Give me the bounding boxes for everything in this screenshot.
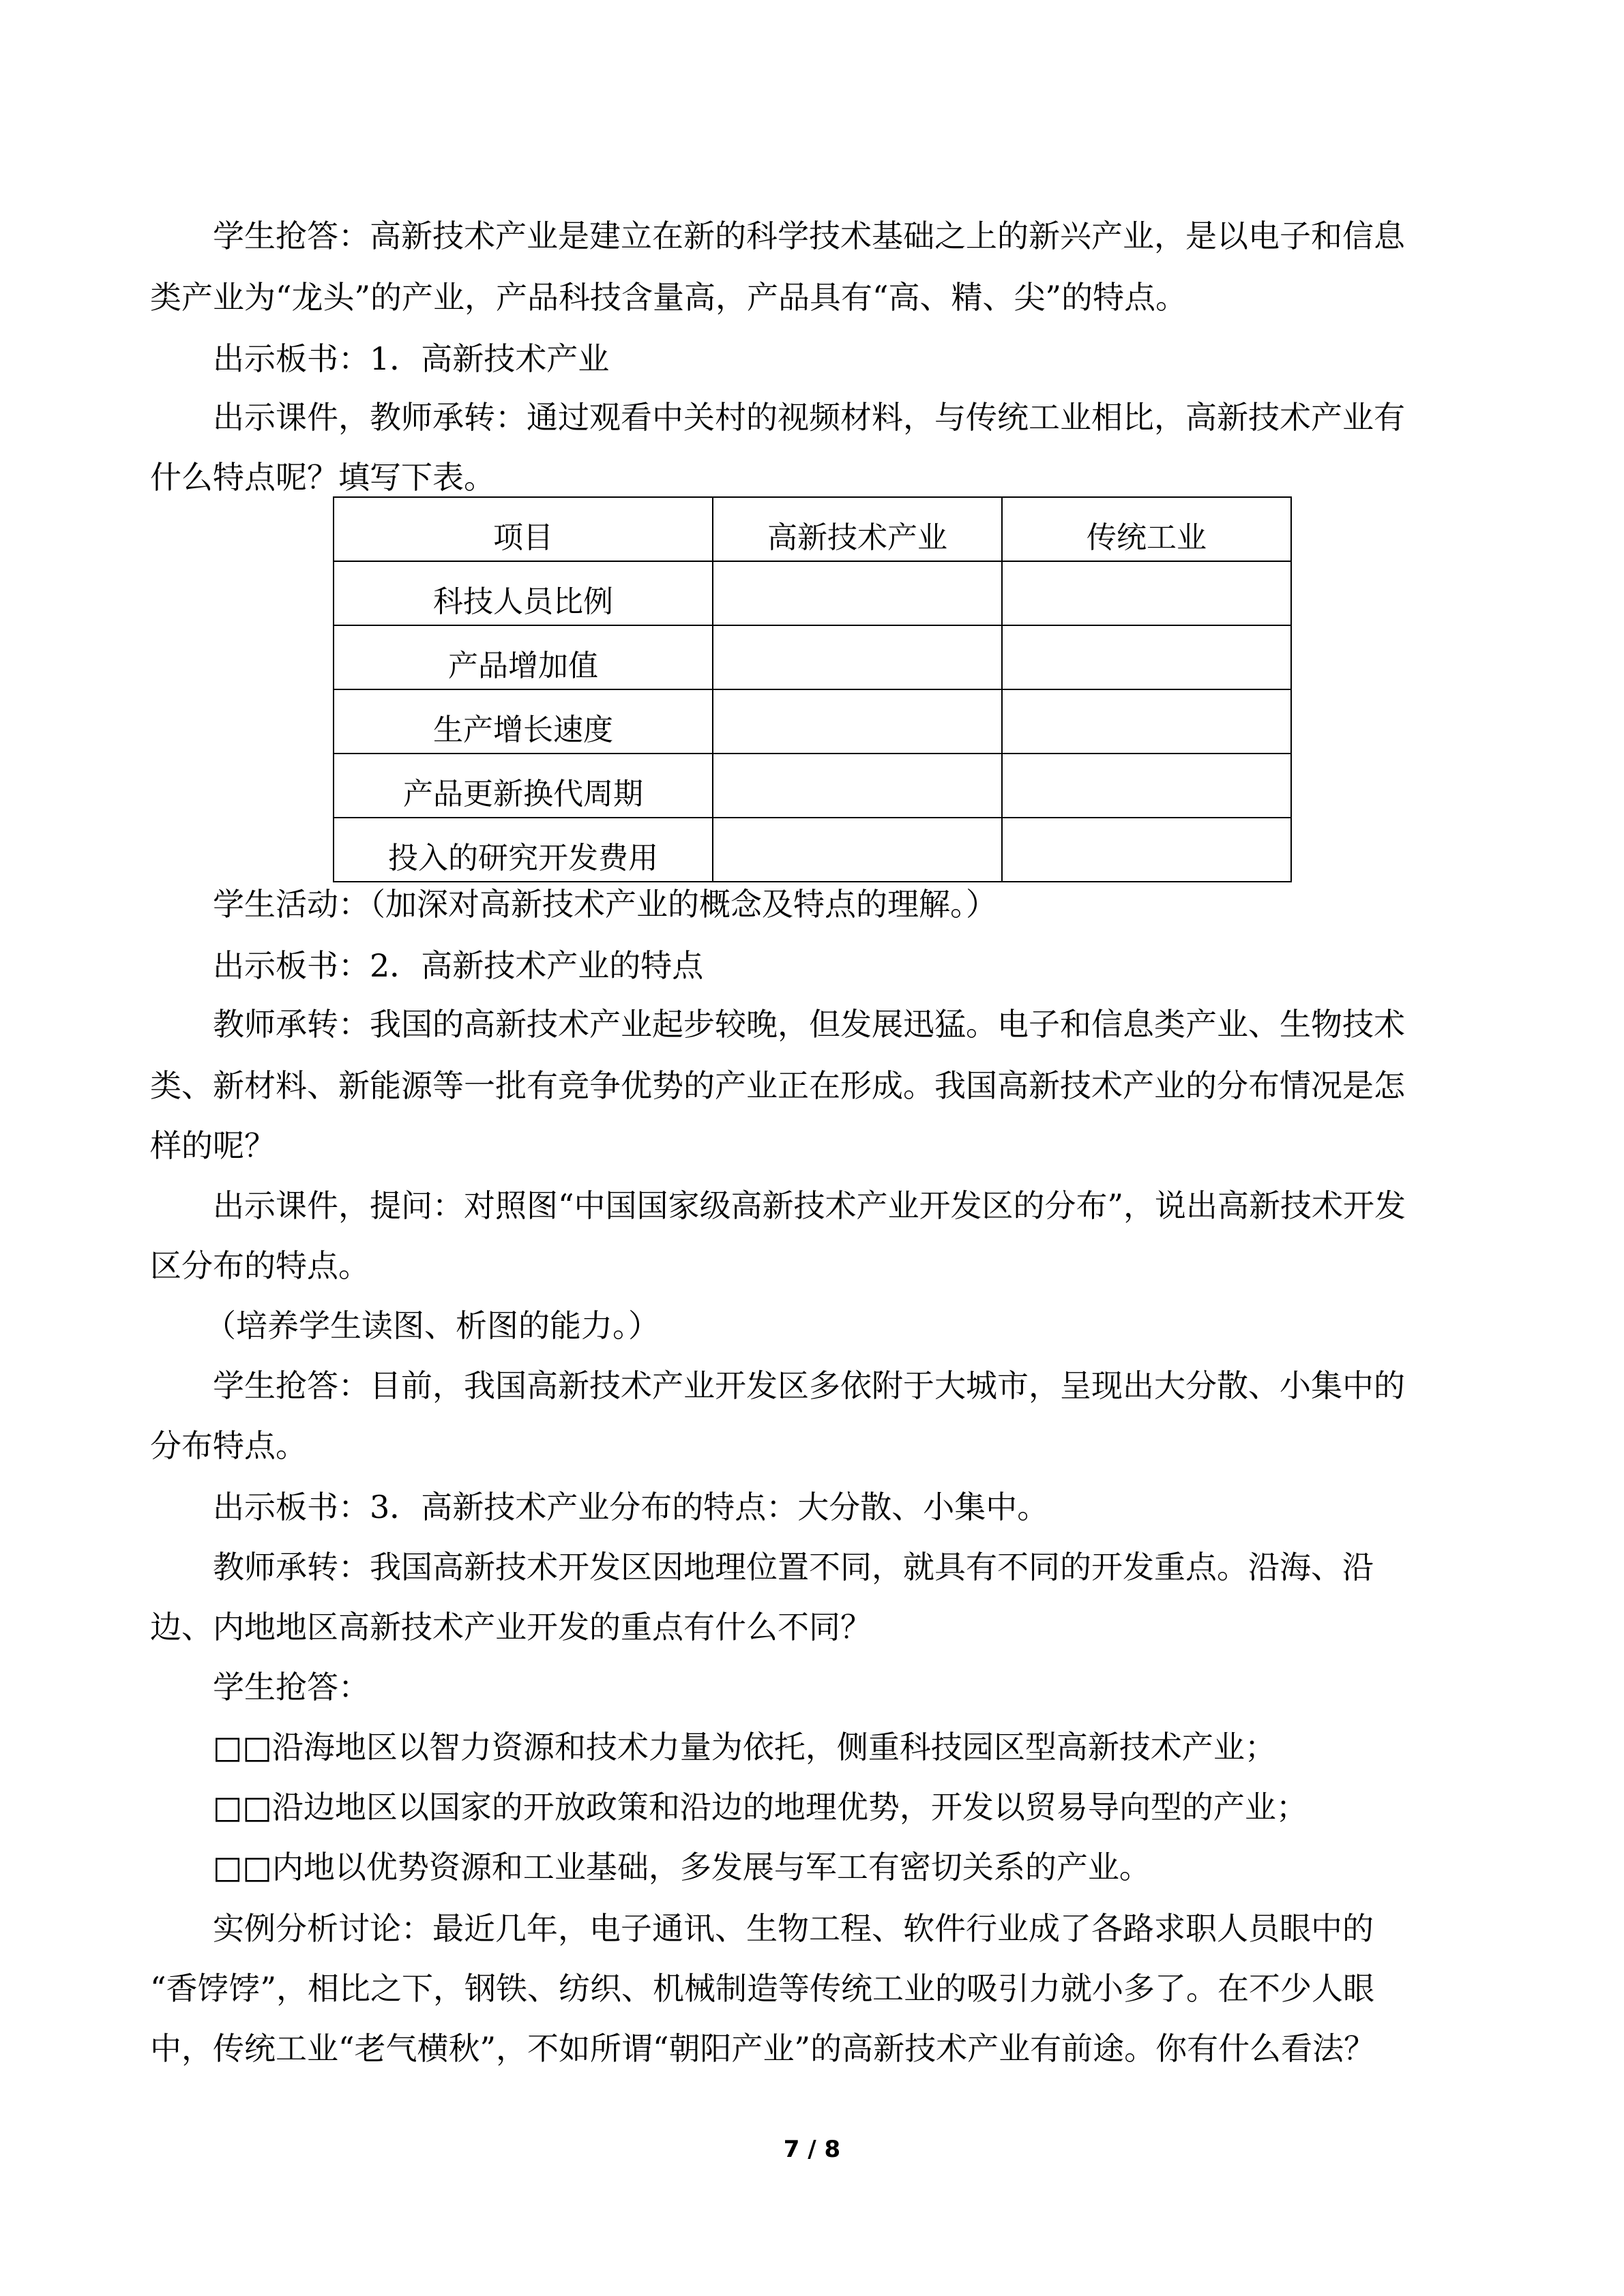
table-header-cell: 项目 xyxy=(334,497,713,561)
text-line: 学生抢答： xyxy=(213,1669,370,1705)
text-line: 学生抢答：目前，我国高新技术产业开发区多依附于大城市，呈现出大分散、小集中的 xyxy=(213,1367,1405,1404)
text-line: 出示板书：3．高新技术产业分布的特点：大分散、小集中。 xyxy=(213,1489,1049,1525)
bullet-line: □□内地以优势资源和工业基础，多发展与军工有密切关系的产业。 xyxy=(213,1849,1151,1885)
text-line: 教师承转：我国高新技术开发区因地理位置不同，就具有不同的开发重点。沿海、沿 xyxy=(213,1549,1374,1585)
text-line: 区分布的特点。 xyxy=(150,1247,370,1284)
comparison-table xyxy=(333,496,1292,882)
table-row xyxy=(334,818,1291,882)
table-row xyxy=(334,754,1291,818)
text-line: 中，传统工业“老气横秋”，不如所谓“朝阳产业”的高新技术产业有前途。你有什么看法？ xyxy=(150,2030,1376,2067)
table-cell-empty xyxy=(1002,818,1291,882)
table-cell-empty xyxy=(713,689,1002,754)
text-line: 什么特点呢？填写下表。 xyxy=(150,459,495,496)
text-line: 教师承转：我国的高新技术产业起步较晚，但发展迅猛。电子和信息类产业、生物技术 xyxy=(213,1006,1405,1043)
table-row xyxy=(334,561,1291,625)
table-cell-empty xyxy=(1002,561,1291,625)
text-line: （培养学生读图、析图的能力。） xyxy=(205,1307,660,1344)
table-cell-item: 产品更新换代周期 xyxy=(334,754,713,818)
table-row xyxy=(334,689,1291,754)
table-cell-item: 生产增长速度 xyxy=(334,689,713,754)
text-line: 样的呢？ xyxy=(150,1127,276,1164)
text-line: 类产业为“龙头”的产业，产品科技含量高，产品具有“高、精、尖”的特点。 xyxy=(150,279,1187,316)
text-line: 学生抢答：高新技术产业是建立在新的科学技术基础之上的新兴产业，是以电子和信息 xyxy=(213,218,1405,254)
table-cell-item: 科技人员比例 xyxy=(334,561,713,625)
table-header-cell: 传统工业 xyxy=(1002,497,1291,561)
text-line: 出示板书：1．高新技术产业 xyxy=(213,340,610,377)
bullet-line: □□沿边地区以国家的开放政策和沿边的地理优势，开发以贸易导向型的产业； xyxy=(213,1789,1308,1825)
table-header-row xyxy=(334,497,1291,561)
bullet-line: □□沿海地区以智力资源和技术力量为依托，侧重科技园区型高新技术产业； xyxy=(213,1729,1276,1765)
page-number: 7 / 8 xyxy=(783,2136,841,2163)
text-line: 学生活动：（加深对高新技术产业的概念及特点的理解。） xyxy=(213,886,997,923)
text-line: 边、内地地区高新技术产业开发的重点有什么不同？ xyxy=(150,1609,872,1645)
text-line: 类、新材料、新能源等一批有竞争优势的产业正在形成。我国高新技术产业的分布情况是怎 xyxy=(150,1067,1405,1104)
table-cell-empty xyxy=(713,818,1002,882)
text-line: 出示板书：2．高新技术产业的特点 xyxy=(213,947,704,984)
text-line: 实例分析讨论：最近几年，电子通讯、生物工程、软件行业成了各路求职人员眼中的 xyxy=(213,1910,1374,1947)
table-cell-empty xyxy=(1002,625,1291,689)
table-row xyxy=(334,625,1291,689)
table-cell-item: 投入的研究开发费用 xyxy=(334,818,713,882)
table-cell-empty xyxy=(1002,689,1291,754)
table-cell-empty xyxy=(713,561,1002,625)
table-cell-empty xyxy=(1002,754,1291,818)
table-cell-item: 产品增加值 xyxy=(334,625,713,689)
table-cell-empty xyxy=(713,625,1002,689)
table-cell-empty xyxy=(713,754,1002,818)
text-line: 分布特点。 xyxy=(150,1427,307,1464)
text-line: 出示课件，提问：对照图“中国国家级高新技术产业开发区的分布”，说出高新技术开发 xyxy=(213,1187,1406,1224)
text-line: “香饽饽”，相比之下，钢铁、纺织、机械制造等传统工业的吸引力就小多了。在不少人眼 xyxy=(150,1970,1375,2007)
table-header-cell: 高新技术产业 xyxy=(713,497,1002,561)
text-line: 出示课件，教师承转：通过观看中关村的视频材料，与传统工业相比，高新技术产业有 xyxy=(213,399,1405,436)
